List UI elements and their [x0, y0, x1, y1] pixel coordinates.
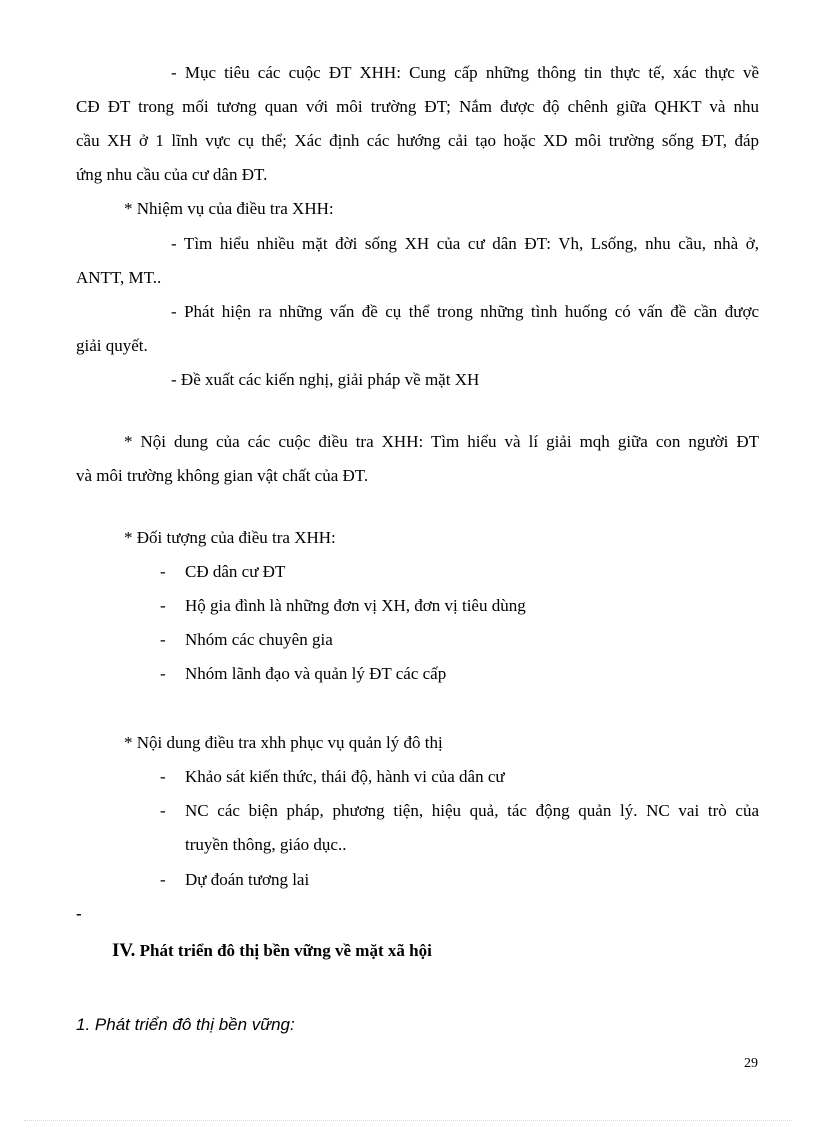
list-bullet: -	[160, 870, 166, 889]
tasks-heading: * Nhiệm vụ của điều tra XHH:	[124, 199, 334, 218]
list-item: NC các biện pháp, phương tiện, hiệu quả, tác động quản lý. NC vai trò của	[185, 801, 759, 820]
tasks-item-1-line-1: - Tìm hiểu nhiều mặt đời sống XH của cư dân ĐT: Vh, Lsống, nhu cầu, nhà ở,	[171, 234, 759, 253]
subsection-number: 1.	[76, 1015, 91, 1034]
subjects-heading: * Đối tượng của điều tra XHH:	[124, 528, 336, 547]
objectives-line-3: cầu XH ở 1 lĩnh vực cụ thể; Xác định các hướng cải tạo hoặc XD môi trường sống ĐT, đáp	[76, 131, 759, 150]
subsection-title: Phát triển đô thị bền vững:	[94, 1015, 295, 1034]
section-title: Phát triển đô thị bền vững về mặt xã hội	[139, 941, 432, 960]
objectives-line-1: - Mục tiêu các cuộc ĐT XHH: Cung cấp những thông tin thực tế, xác thực về	[171, 63, 759, 82]
tasks-item-2-line-2: giải quyết.	[76, 336, 148, 355]
content-line-2: và môi trường không gian vật chất của ĐT.	[76, 466, 369, 485]
list-bullet: -	[160, 801, 166, 820]
tasks-item-2-line-1: - Phát hiện ra những vấn đề cụ thể trong những tình huống có vấn đề cần được	[171, 302, 759, 321]
list-bullet: -	[160, 664, 166, 683]
page-number: 29	[744, 1056, 758, 1071]
list-item: Nhóm lãnh đạo và quản lý ĐT các cấp	[185, 664, 447, 683]
objectives-line-2: CĐ ĐT trong mối tương quan với môi trường ĐT; Nắm được độ chênh giữa QHKT và nhu	[76, 97, 759, 116]
list-bullet: -	[160, 767, 166, 786]
section-number: IV.	[112, 940, 136, 961]
list-item: Hộ gia đình là những đơn vị XH, đơn vị tiêu dùng	[185, 596, 526, 615]
list-item: Nhóm các chuyên gia	[185, 630, 333, 649]
list-item: Dự đoán tương lai	[185, 870, 310, 889]
list-bullet: -	[160, 562, 166, 581]
tasks-item-1-line-2: ANTT, MT..	[76, 268, 162, 287]
stray-dash: -	[76, 904, 82, 923]
section-heading	[112, 939, 432, 963]
list-item: Khảo sát kiến thức, thái độ, hành vi của dân cư	[185, 767, 505, 786]
list-bullet: -	[160, 596, 166, 615]
objectives-line-4: ứng nhu cầu của cư dân ĐT.	[76, 165, 268, 184]
list-bullet: -	[160, 630, 166, 649]
page-edge-divider	[24, 1120, 792, 1121]
survey-content-heading: * Nội dung điều tra xhh phục vụ quản lý đô thị	[124, 733, 443, 752]
subsection-heading	[76, 1013, 295, 1037]
list-item-continuation: truyền thông, giáo dục..	[185, 835, 347, 854]
list-item: CĐ dân cư ĐT	[185, 562, 286, 581]
content-line-1: * Nội dung của các cuộc điều tra XHH: Tìm hiểu và lí giải mqh giữa con người ĐT	[124, 432, 759, 451]
tasks-item-3: - Đề xuất các kiến nghị, giải pháp về mặt XH	[171, 370, 480, 389]
